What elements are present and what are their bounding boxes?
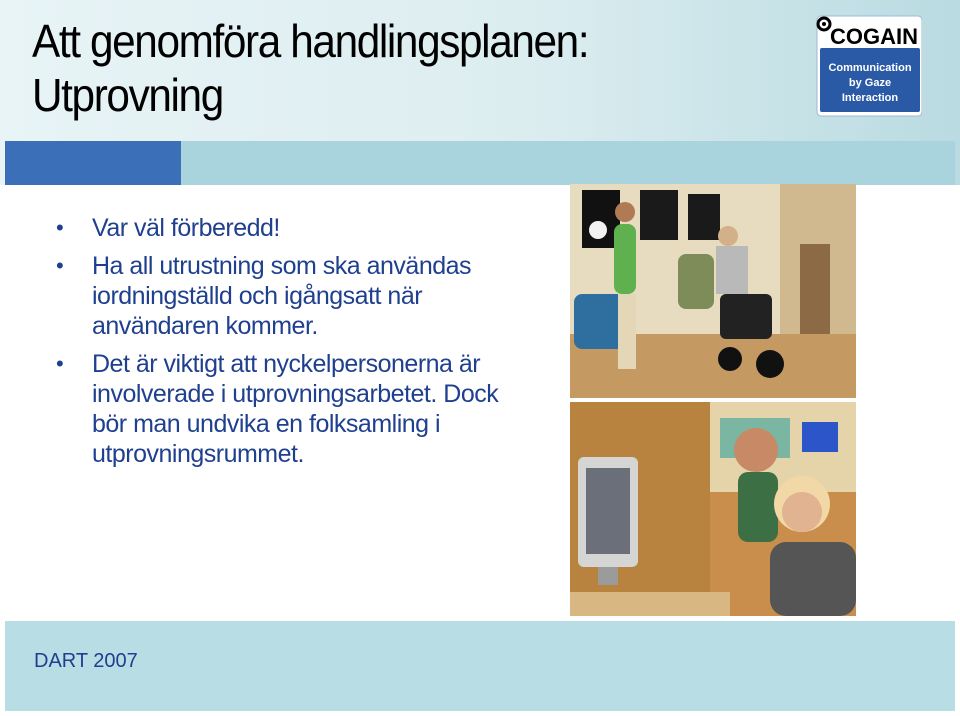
bullet-dot-icon: • xyxy=(56,351,64,376)
bullet-list xyxy=(56,213,536,477)
bullet-dot-icon: • xyxy=(56,215,64,240)
photo-fitting-session-room xyxy=(570,184,856,398)
photo-users-at-computer xyxy=(570,402,856,616)
logo-wordmark: COGAIN xyxy=(830,24,918,49)
footer-label: DART 2007 xyxy=(34,650,138,672)
bullet-item: • Ha all utrustning som ska användas iordningställd och igångsatt när användaren kommer. xyxy=(56,252,472,340)
bullet-dot-icon: • xyxy=(56,253,64,278)
bullet-item: • Var väl förberedd! xyxy=(56,214,280,242)
footer-band xyxy=(5,621,955,711)
header-accent-block xyxy=(5,141,181,185)
svg-text:Communication: Communication xyxy=(828,62,912,74)
slide-title-line1: Att genomföra handlingsplanen: xyxy=(32,15,589,67)
slide-title-line2: Utprovning xyxy=(32,69,223,121)
svg-text:Interaction: Interaction xyxy=(841,92,899,104)
bullet-item: • Det är viktigt att nyckelpersonerna är involverade i utprovningsarbetet. Dock bör man undvika en folksamling i utprovningsrummet. xyxy=(56,350,499,468)
svg-text:by Gaze: by Gaze xyxy=(848,77,892,89)
cogain-logo xyxy=(812,14,922,117)
slide-title xyxy=(32,14,588,122)
header-stripe xyxy=(181,141,955,185)
